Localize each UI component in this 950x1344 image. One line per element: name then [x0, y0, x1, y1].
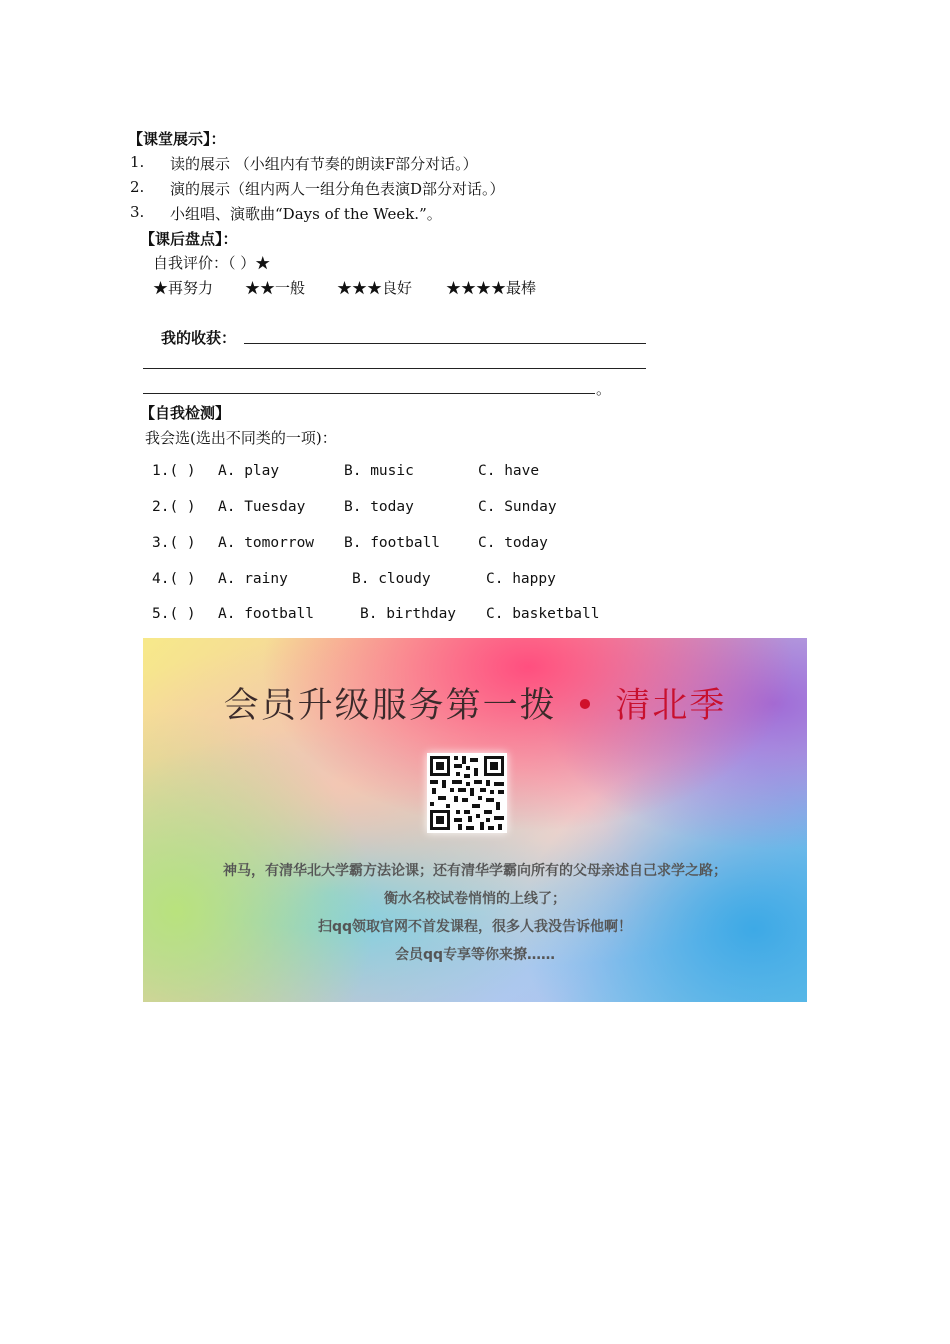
banner-line-3: 扫qq领取官网不首发课程，很多人我没告诉他啊！	[317, 919, 633, 935]
qr-code-icon[interactable]	[427, 753, 507, 833]
question-2-option-b: B. today	[344, 499, 414, 515]
promo-banner[interactable]	[143, 638, 807, 1002]
question-2-option-a: A. Tuesday	[218, 499, 306, 515]
question-2-number[interactable]: 2.( )	[152, 499, 196, 515]
question-4-number[interactable]: 4.( )	[152, 571, 196, 587]
question-3-option-c: C. today	[478, 535, 548, 551]
banner-line-1: 神马，有清华北大学霸方法论课；还有清华学霸向所有的父母亲述自己求学之路；	[223, 863, 727, 879]
banner-title-left: 会员升级服务第一拨	[223, 686, 557, 726]
harvest-end-mark: 。	[596, 380, 612, 398]
test-instruction: 我会选(选出不同类的一项)：	[145, 429, 337, 447]
harvest-blank-3[interactable]	[143, 393, 595, 394]
banner-line-4: 会员qq专享等你来撩……	[394, 947, 556, 963]
question-4-option-b: B. cloudy	[352, 571, 431, 587]
review-heading: 【课后盘点】：	[140, 230, 238, 248]
harvest-blank-2[interactable]	[143, 368, 646, 369]
question-3-number[interactable]: 3.( )	[152, 535, 196, 551]
question-5-number[interactable]: 5.( )	[152, 606, 196, 622]
test-heading: 【自我检测】	[140, 404, 231, 422]
harvest-label: 我的收获：	[161, 329, 237, 347]
question-3-option-b: B. football	[344, 535, 441, 551]
banner-title-right: 清北季	[615, 686, 727, 726]
harvest-blank-1[interactable]	[244, 343, 646, 344]
question-1-option-a: A. play	[218, 463, 280, 479]
question-2-option-c: C. Sunday	[478, 499, 557, 515]
classroom-item-3: 小组唱、演歌曲“Days of the Week.”。	[170, 205, 442, 223]
level-1: ★再努力	[153, 279, 214, 297]
self-evaluation: 自我评价：（ ）★	[153, 254, 271, 272]
question-1-option-c: C. have	[478, 463, 540, 479]
classroom-item-1: 读的展示 （小组内有节奏的朗读F部分对话。）	[170, 155, 478, 173]
level-4: ★★★★最棒	[446, 279, 537, 297]
question-5-option-a: A. football	[218, 606, 315, 622]
classroom-item-2-num: 2.	[130, 178, 145, 196]
banner-title	[143, 678, 807, 728]
question-5-option-b: B. birthday	[360, 606, 457, 622]
question-1-option-b: B. music	[344, 463, 414, 479]
level-3: ★★★良好	[337, 279, 413, 297]
question-4-option-c: C. happy	[486, 571, 556, 587]
classroom-item-3-num: 3.	[130, 203, 145, 221]
question-4-option-a: A. rainy	[218, 571, 288, 587]
classroom-item-2: 演的展示（组内两人一组分角色表演D部分对话。）	[170, 180, 505, 198]
level-2: ★★一般	[245, 279, 306, 297]
question-5-option-c: C. basketball	[486, 606, 600, 622]
question-1-number[interactable]: 1.( )	[152, 463, 196, 479]
classroom-item-1-num: 1.	[130, 153, 145, 171]
classroom-heading: 【课堂展示】：	[128, 130, 226, 148]
banner-title-dot: •	[574, 686, 598, 726]
banner-line-2: 衡水名校试卷悄悄的上线了；	[384, 891, 566, 907]
question-3-option-a: A. tomorrow	[218, 535, 315, 551]
